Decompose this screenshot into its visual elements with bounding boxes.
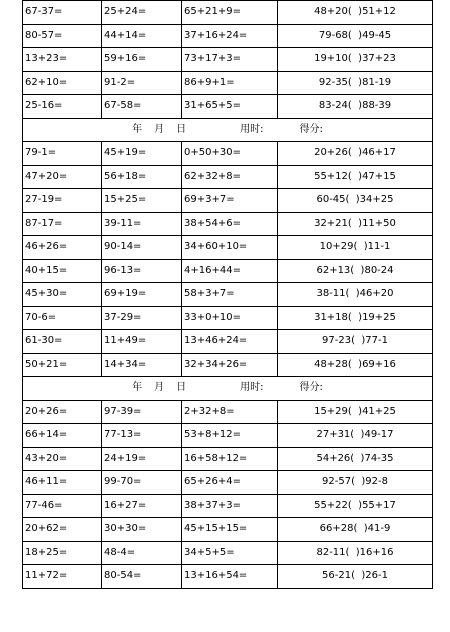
table-row <box>23 541 433 565</box>
arithmetic-table <box>22 0 433 589</box>
compare-cell: 83-24( )88-39 <box>278 95 433 119</box>
subtraction-addition-cell: 87-17= <box>23 212 102 236</box>
subtraction-addition-cell: 47+20= <box>23 165 102 189</box>
three-number-cell: 2+32+8= <box>182 400 278 424</box>
table-row <box>23 447 433 471</box>
compare-cell: 97-23( )77-1 <box>278 330 433 354</box>
table-row <box>23 1 433 25</box>
table-row <box>23 24 433 48</box>
two-number-cell: 15+25= <box>102 189 182 213</box>
two-number-cell: 90-14= <box>102 236 182 260</box>
compare-cell: 27+31( )49-17 <box>278 424 433 448</box>
table-row <box>23 259 433 283</box>
three-number-cell: 34+60+10= <box>182 236 278 260</box>
three-number-cell: 0+50+30= <box>182 142 278 166</box>
subtraction-addition-cell: 13+23= <box>23 48 102 72</box>
three-number-cell: 34+5+5= <box>182 541 278 565</box>
three-number-cell: 38+37+3= <box>182 494 278 518</box>
three-number-cell: 45+15+15= <box>182 518 278 542</box>
three-number-cell: 65+21+9= <box>182 1 278 25</box>
three-number-cell: 4+16+44= <box>182 259 278 283</box>
three-number-cell: 58+3+7= <box>182 283 278 307</box>
compare-cell: 48+20( )51+12 <box>278 1 433 25</box>
table-row <box>23 95 433 119</box>
two-number-cell: 11+49= <box>102 330 182 354</box>
two-number-cell: 77-13= <box>102 424 182 448</box>
three-number-cell: 38+54+6= <box>182 212 278 236</box>
subtraction-addition-cell: 25-16= <box>23 95 102 119</box>
subtraction-addition-cell: 66+14= <box>23 424 102 448</box>
compare-cell: 82-11( )16+16 <box>278 541 433 565</box>
two-number-cell: 96-13= <box>102 259 182 283</box>
compare-cell: 66+28( )41-9 <box>278 518 433 542</box>
table-row <box>23 494 433 518</box>
subtraction-addition-cell: 45+30= <box>23 283 102 307</box>
two-number-cell: 99-70= <box>102 471 182 495</box>
compare-cell: 10+29( )11-1 <box>278 236 433 260</box>
table-row <box>23 518 433 542</box>
subtraction-addition-cell: 80-57= <box>23 24 102 48</box>
table-row <box>23 471 433 495</box>
time-used-label: 用时: <box>240 382 264 394</box>
table-row <box>23 283 433 307</box>
two-number-cell: 91-2= <box>102 71 182 95</box>
two-number-cell: 30+30= <box>102 518 182 542</box>
compare-cell: 32+21( )11+50 <box>278 212 433 236</box>
two-number-cell: 44+14= <box>102 24 182 48</box>
three-number-cell: 86+9+1= <box>182 71 278 95</box>
table-row <box>23 165 433 189</box>
subtraction-addition-cell: 67-37= <box>23 1 102 25</box>
compare-cell: 48+28( )69+16 <box>278 353 433 377</box>
header-row <box>23 377 433 401</box>
subtraction-addition-cell: 61-30= <box>23 330 102 354</box>
compare-cell: 55+12( )47+15 <box>278 165 433 189</box>
compare-cell: 56-21( )26-1 <box>278 565 433 589</box>
compare-cell: 54+26( )74-35 <box>278 447 433 471</box>
year-label: 年 <box>132 123 143 135</box>
subtraction-addition-cell: 79-1= <box>23 142 102 166</box>
three-number-cell: 69+3+7= <box>182 189 278 213</box>
two-number-cell: 45+19= <box>102 142 182 166</box>
three-number-cell: 62+32+8= <box>182 165 278 189</box>
two-number-cell: 69+19= <box>102 283 182 307</box>
subtraction-addition-cell: 50+21= <box>23 353 102 377</box>
two-number-cell: 48-4= <box>102 541 182 565</box>
subtraction-addition-cell: 27-19= <box>23 189 102 213</box>
score-label: 得分: <box>299 123 323 135</box>
subtraction-addition-cell: 18+25= <box>23 541 102 565</box>
table-row <box>23 353 433 377</box>
table-row <box>23 236 433 260</box>
compare-cell: 38-11( )46+20 <box>278 283 433 307</box>
date-time-score-header <box>23 118 433 142</box>
two-number-cell: 14+34= <box>102 353 182 377</box>
subtraction-addition-cell: 46+26= <box>23 236 102 260</box>
day-label: 日 <box>176 382 187 394</box>
two-number-cell: 25+24= <box>102 1 182 25</box>
compare-cell: 92-57( )92-8 <box>278 471 433 495</box>
subtraction-addition-cell: 46+11= <box>23 471 102 495</box>
table-row <box>23 71 433 95</box>
three-number-cell: 13+16+54= <box>182 565 278 589</box>
two-number-cell: 67-58= <box>102 95 182 119</box>
three-number-cell: 13+46+24= <box>182 330 278 354</box>
subtraction-addition-cell: 20+62= <box>23 518 102 542</box>
table-row <box>23 330 433 354</box>
month-label: 月 <box>154 382 165 394</box>
table-row <box>23 189 433 213</box>
compare-cell: 19+10( )37+23 <box>278 48 433 72</box>
compare-cell: 92-35( )81-19 <box>278 71 433 95</box>
table-row <box>23 212 433 236</box>
two-number-cell: 39-11= <box>102 212 182 236</box>
compare-cell: 31+18( )19+25 <box>278 306 433 330</box>
table-row <box>23 306 433 330</box>
subtraction-addition-cell: 77-46= <box>23 494 102 518</box>
two-number-cell: 24+19= <box>102 447 182 471</box>
subtraction-addition-cell: 20+26= <box>23 400 102 424</box>
compare-cell: 60-45( )34+25 <box>278 189 433 213</box>
three-number-cell: 53+8+12= <box>182 424 278 448</box>
two-number-cell: 80-54= <box>102 565 182 589</box>
month-label: 月 <box>154 123 165 135</box>
date-time-score-header <box>23 377 433 401</box>
compare-cell: 15+29( )41+25 <box>278 400 433 424</box>
three-number-cell: 65+26+4= <box>182 471 278 495</box>
subtraction-addition-cell: 70-6= <box>23 306 102 330</box>
two-number-cell: 37-29= <box>102 306 182 330</box>
table-row <box>23 142 433 166</box>
subtraction-addition-cell: 40+15= <box>23 259 102 283</box>
three-number-cell: 37+16+24= <box>182 24 278 48</box>
table-row <box>23 424 433 448</box>
table-row <box>23 565 433 589</box>
subtraction-addition-cell: 11+72= <box>23 565 102 589</box>
compare-cell: 20+26( )46+17 <box>278 142 433 166</box>
header-row <box>23 118 433 142</box>
table-row <box>23 48 433 72</box>
score-label: 得分: <box>299 382 323 394</box>
compare-cell: 79-68( )49-45 <box>278 24 433 48</box>
day-label: 日 <box>176 123 187 135</box>
table-row <box>23 400 433 424</box>
two-number-cell: 97-39= <box>102 400 182 424</box>
three-number-cell: 33+0+10= <box>182 306 278 330</box>
time-used-label: 用时: <box>240 123 264 135</box>
two-number-cell: 56+18= <box>102 165 182 189</box>
two-number-cell: 16+27= <box>102 494 182 518</box>
two-number-cell: 59+16= <box>102 48 182 72</box>
compare-cell: 55+22( )55+17 <box>278 494 433 518</box>
subtraction-addition-cell: 43+20= <box>23 447 102 471</box>
year-label: 年 <box>132 382 143 394</box>
compare-cell: 62+13( )80-24 <box>278 259 433 283</box>
three-number-cell: 73+17+3= <box>182 48 278 72</box>
three-number-cell: 31+65+5= <box>182 95 278 119</box>
subtraction-addition-cell: 62+10= <box>23 71 102 95</box>
three-number-cell: 32+34+26= <box>182 353 278 377</box>
three-number-cell: 16+58+12= <box>182 447 278 471</box>
